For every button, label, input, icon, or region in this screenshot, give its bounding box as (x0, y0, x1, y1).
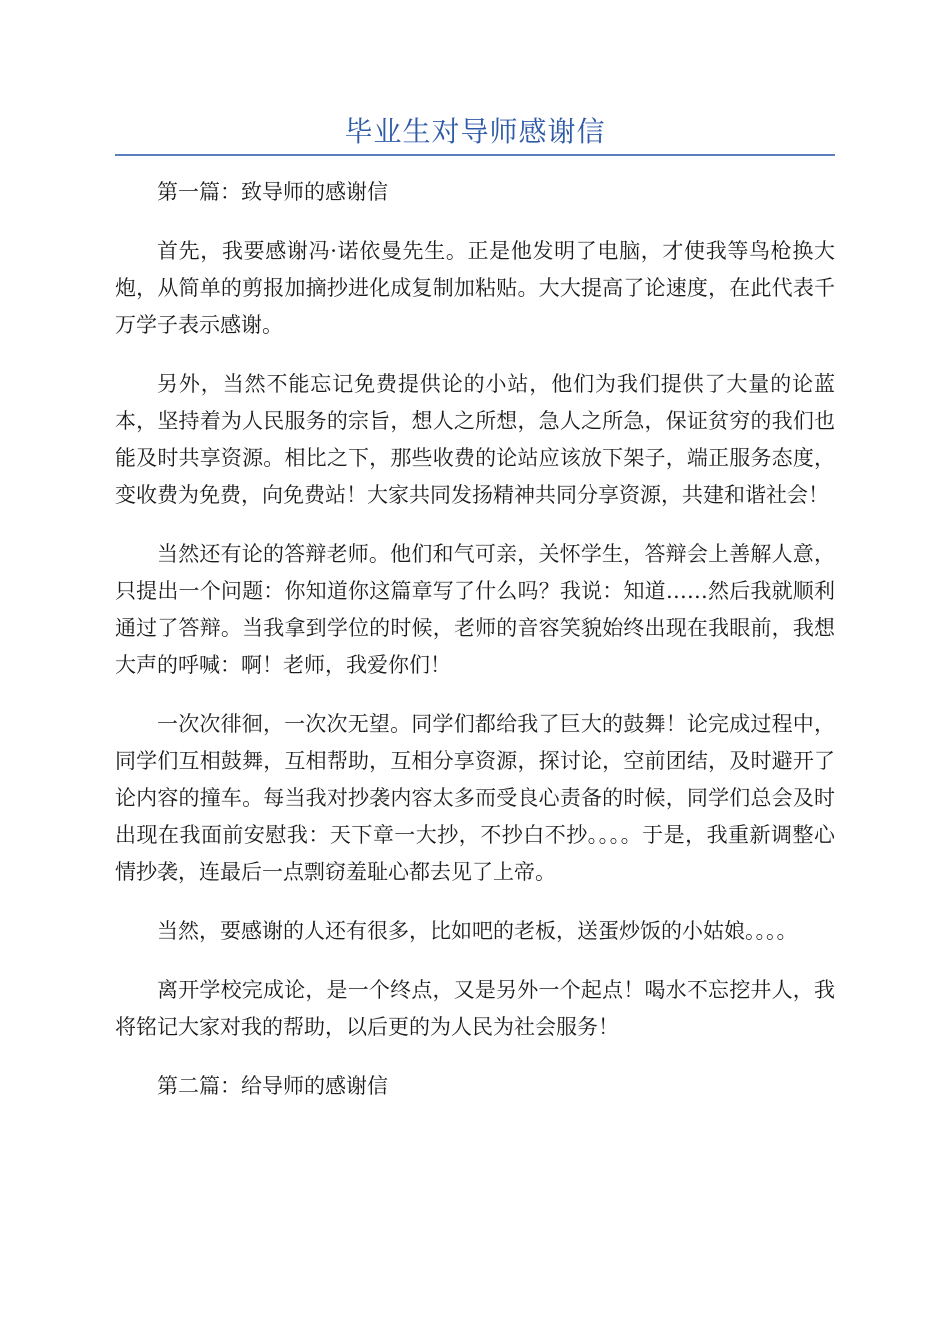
section-heading-2: 第二篇：给导师的感谢信 (157, 1074, 388, 1098)
section-heading-1: 第一篇：致导师的感谢信 (157, 180, 388, 204)
title-underline (115, 154, 835, 156)
paragraph-1: 首先，我要感谢冯·诺依曼先生。正是他发明了电脑，才使我等鸟枪换大炮，从简单的剪报加摘抄进化成复制加粘贴。大大提高了论速度，在此代表千万学子表示感谢。 (115, 239, 835, 337)
document-title: 毕业生对导师感谢信 (344, 115, 606, 148)
document-body (115, 174, 835, 1127)
paragraph-3: 当然还有论的答辩老师。他们和气可亲，关怀学生，答辩会上善解人意，只提出一个问题：你知道你这篇章写了什么吗？我说：知道……然后我就顺利通过了答辩。当我拿到学位的时候，老师的音容笑貌始终出现在我眼前，我想大声的呼喊：啊！老师，我爱你们！ (115, 542, 835, 677)
paragraph-5: 当然，要感谢的人还有很多，比如吧的老板，送蛋炒饭的小姑娘。。。。 (157, 919, 798, 943)
paragraph-6: 离开学校完成论，是一个终点，又是另外一个起点！喝水不忘挖井人，我将铭记大家对我的帮助，以后更的为人民为社会服务！ (115, 978, 835, 1039)
paragraph-2: 另外，当然不能忘记免费提供论的小站，他们为我们提供了大量的论蓝本，坚持着为人民服务的宗旨，想人之所想，急人之所急，保证贫穷的我们也能及时共享资源。相比之下，那些收费的论站应该放下架子，端正服务态度，变收费为免费，向免费站！大家共同发扬精神共同分享资源，共建和谐社会！ (115, 372, 835, 507)
paragraph-4: 一次次徘徊，一次次无望。同学们都给我了巨大的鼓舞！论完成过程中，同学们互相鼓舞，互相帮助，互相分享资源，探讨论，空前团结，及时避开了论内容的撞车。每当我对抄袭内容太多而受良心责备的时候，同学们总会及时出现在我面前安慰我：天下章一大抄，不抄白不抄。。。。于是，我重新调整心情抄袭，连最后一点剽窃羞耻心都去见了上帝。 (115, 712, 835, 884)
